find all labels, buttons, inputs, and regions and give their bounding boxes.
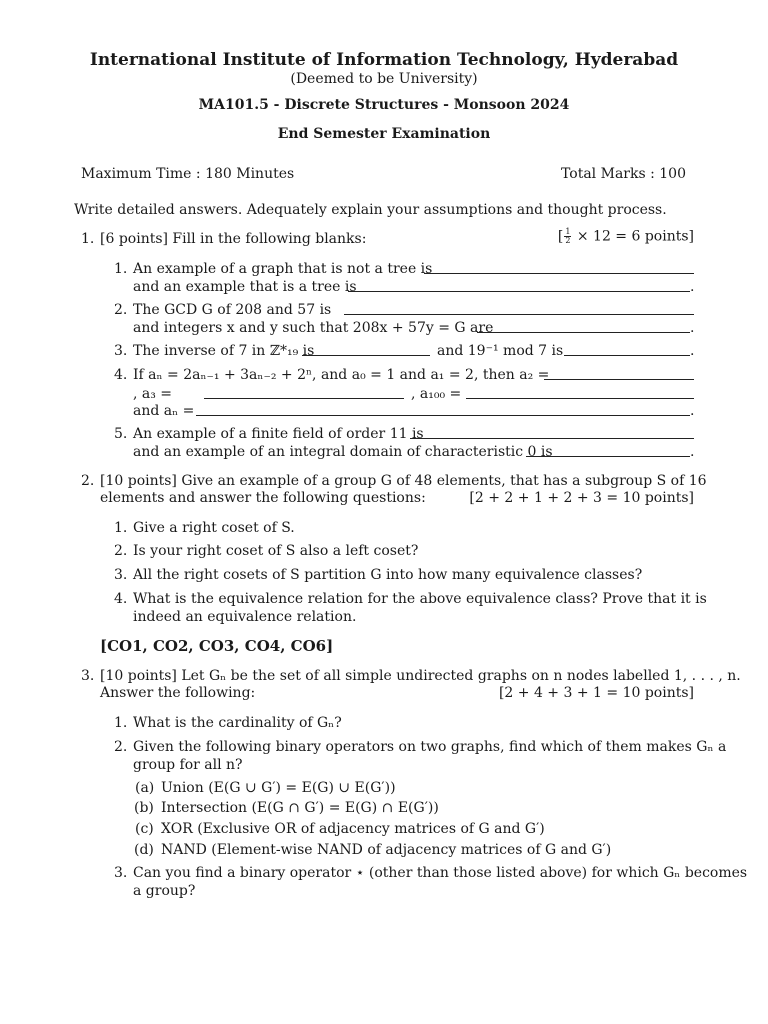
list-number: 1. [114,520,128,536]
question-number: 3. [81,668,95,684]
answer-blank[interactable] [544,379,694,380]
answer-blank[interactable] [410,438,694,439]
question-number: 1. [81,231,95,247]
answer-blank[interactable] [466,398,694,399]
blank-prompt: , a₁₀₀ = [411,386,462,402]
exam-title: End Semester Examination [277,126,491,142]
answer-blank[interactable] [344,314,694,315]
question-marks: [2 + 4 + 3 + 1 = 10 points] [498,685,694,701]
list-number: 1. [114,261,128,277]
question-number: 2. [81,473,95,489]
total-marks: Total Marks : 100 [561,166,686,182]
option-label: (d) [134,842,154,858]
question-text: elements and answer the following questions: [100,490,426,506]
answer-blank[interactable] [196,415,690,416]
blank-prompt: and 19⁻¹ mod 7 is [437,343,564,359]
question-text: [10 points] Let Gₙ be the set of all simple undirected graphs on n nodes labelled 1, . . . , n. [100,668,741,684]
question-marks: [2 + 2 + 1 + 2 + 3 = 10 points] [469,490,694,506]
sub-question: group for all n? [133,757,243,773]
list-number: 5. [114,426,128,442]
blank-prompt: The inverse of 7 in ℤ*₁₉ is [133,343,315,359]
sub-question: Is your right coset of S also a left coset? [133,543,419,559]
option-text: Union (E(G ∪ G′) = E(G) ∪ E(G′)) [161,780,396,796]
option-label: (c) [135,821,154,837]
list-number: 2. [114,302,128,318]
option-text: XOR (Exclusive OR of adjacency matrices of G and G′) [161,821,545,837]
blank-prompt: and an example of an integral domain of characteristic 0 is [133,444,553,460]
option-label: (b) [134,800,154,816]
institute-title: International Institute of Information Technology, Hyderabad [89,50,679,70]
list-number: 4. [114,367,128,383]
period: . [690,403,695,419]
blank-prompt: , a₃ = [133,386,173,402]
blank-prompt: An example of a finite field of order 11 is [133,426,424,442]
answer-blank[interactable] [526,456,690,457]
sub-question: All the right cosets of S partition G into how many equivalence classes? [133,567,643,583]
sub-question: Can you find a binary operator ⋆ (other than those listed above) for which Gₙ becomes [133,865,748,881]
sub-question: Given the following binary operators on two graphs, find which of them makes Gₙ a [133,739,727,755]
sub-question: indeed an equivalence relation. [133,609,357,625]
answer-blank[interactable] [564,355,690,356]
blank-prompt: and integers x and y such that 208x + 57y = G are [133,320,494,336]
list-number: 2. [114,739,128,755]
list-number: 4. [114,591,128,607]
list-number: 1. [114,715,128,731]
option-label: (a) [135,780,155,796]
course-title: MA101.5 - Discrete Structures - Monsoon 2024 [198,97,570,113]
blank-prompt: and aₙ = [133,403,195,419]
period: . [690,320,695,336]
list-number: 3. [114,343,128,359]
blank-prompt: and an example that is a tree is [133,279,357,295]
option-text: Intersection (E(G ∩ G′) = E(G) ∩ E(G′)) [161,800,439,816]
period: . [690,279,695,295]
max-time: Maximum Time : 180 Minutes [81,166,295,182]
sub-question: What is the equivalence relation for the above equivalence class? Prove that it is [133,591,707,607]
option-text: NAND (Element-wise NAND of adjacency matrices of G and G′) [161,842,612,858]
deemed-subtitle: (Deemed to be University) [290,71,478,87]
list-number: 3. [114,567,128,583]
blank-prompt: If aₙ = 2aₙ₋₁ + 3aₙ₋₂ + 2ⁿ, and a₀ = 1 and a₁ = 2, then a₂ = [133,367,550,383]
period: . [690,343,695,359]
answer-blank[interactable] [424,273,694,274]
answer-blank[interactable] [204,398,404,399]
course-outcomes: [CO1, CO2, CO3, CO4, CO6] [100,637,334,655]
sub-question: a group? [133,883,196,899]
blank-prompt: An example of a graph that is not a tree is [133,261,433,277]
question-marks: [ $\frac{1}{2}$ × 12 = 6 points] [557,227,694,245]
question-text: [10 points] Give an example of a group G of 48 elements, that has a subgroup S of 16 [100,473,707,489]
half-fraction: $\frac{1}{2}$ [565,227,571,245]
answer-blank[interactable] [348,291,690,292]
list-number: 2. [114,543,128,559]
sub-question: What is the cardinality of Gₙ? [133,715,342,731]
question-text: Answer the following: [100,685,256,701]
period: . [690,444,695,460]
list-number: 3. [114,865,128,881]
blank-prompt: The GCD G of 208 and 57 is [133,302,332,318]
sub-question: Give a right coset of S. [133,520,295,536]
question-prompt: [6 points] Fill in the following blanks: [100,231,367,247]
answer-blank[interactable] [477,332,690,333]
instructions: Write detailed answers. Adequately explain your assumptions and thought process. [74,202,667,218]
answer-blank[interactable] [302,355,430,356]
